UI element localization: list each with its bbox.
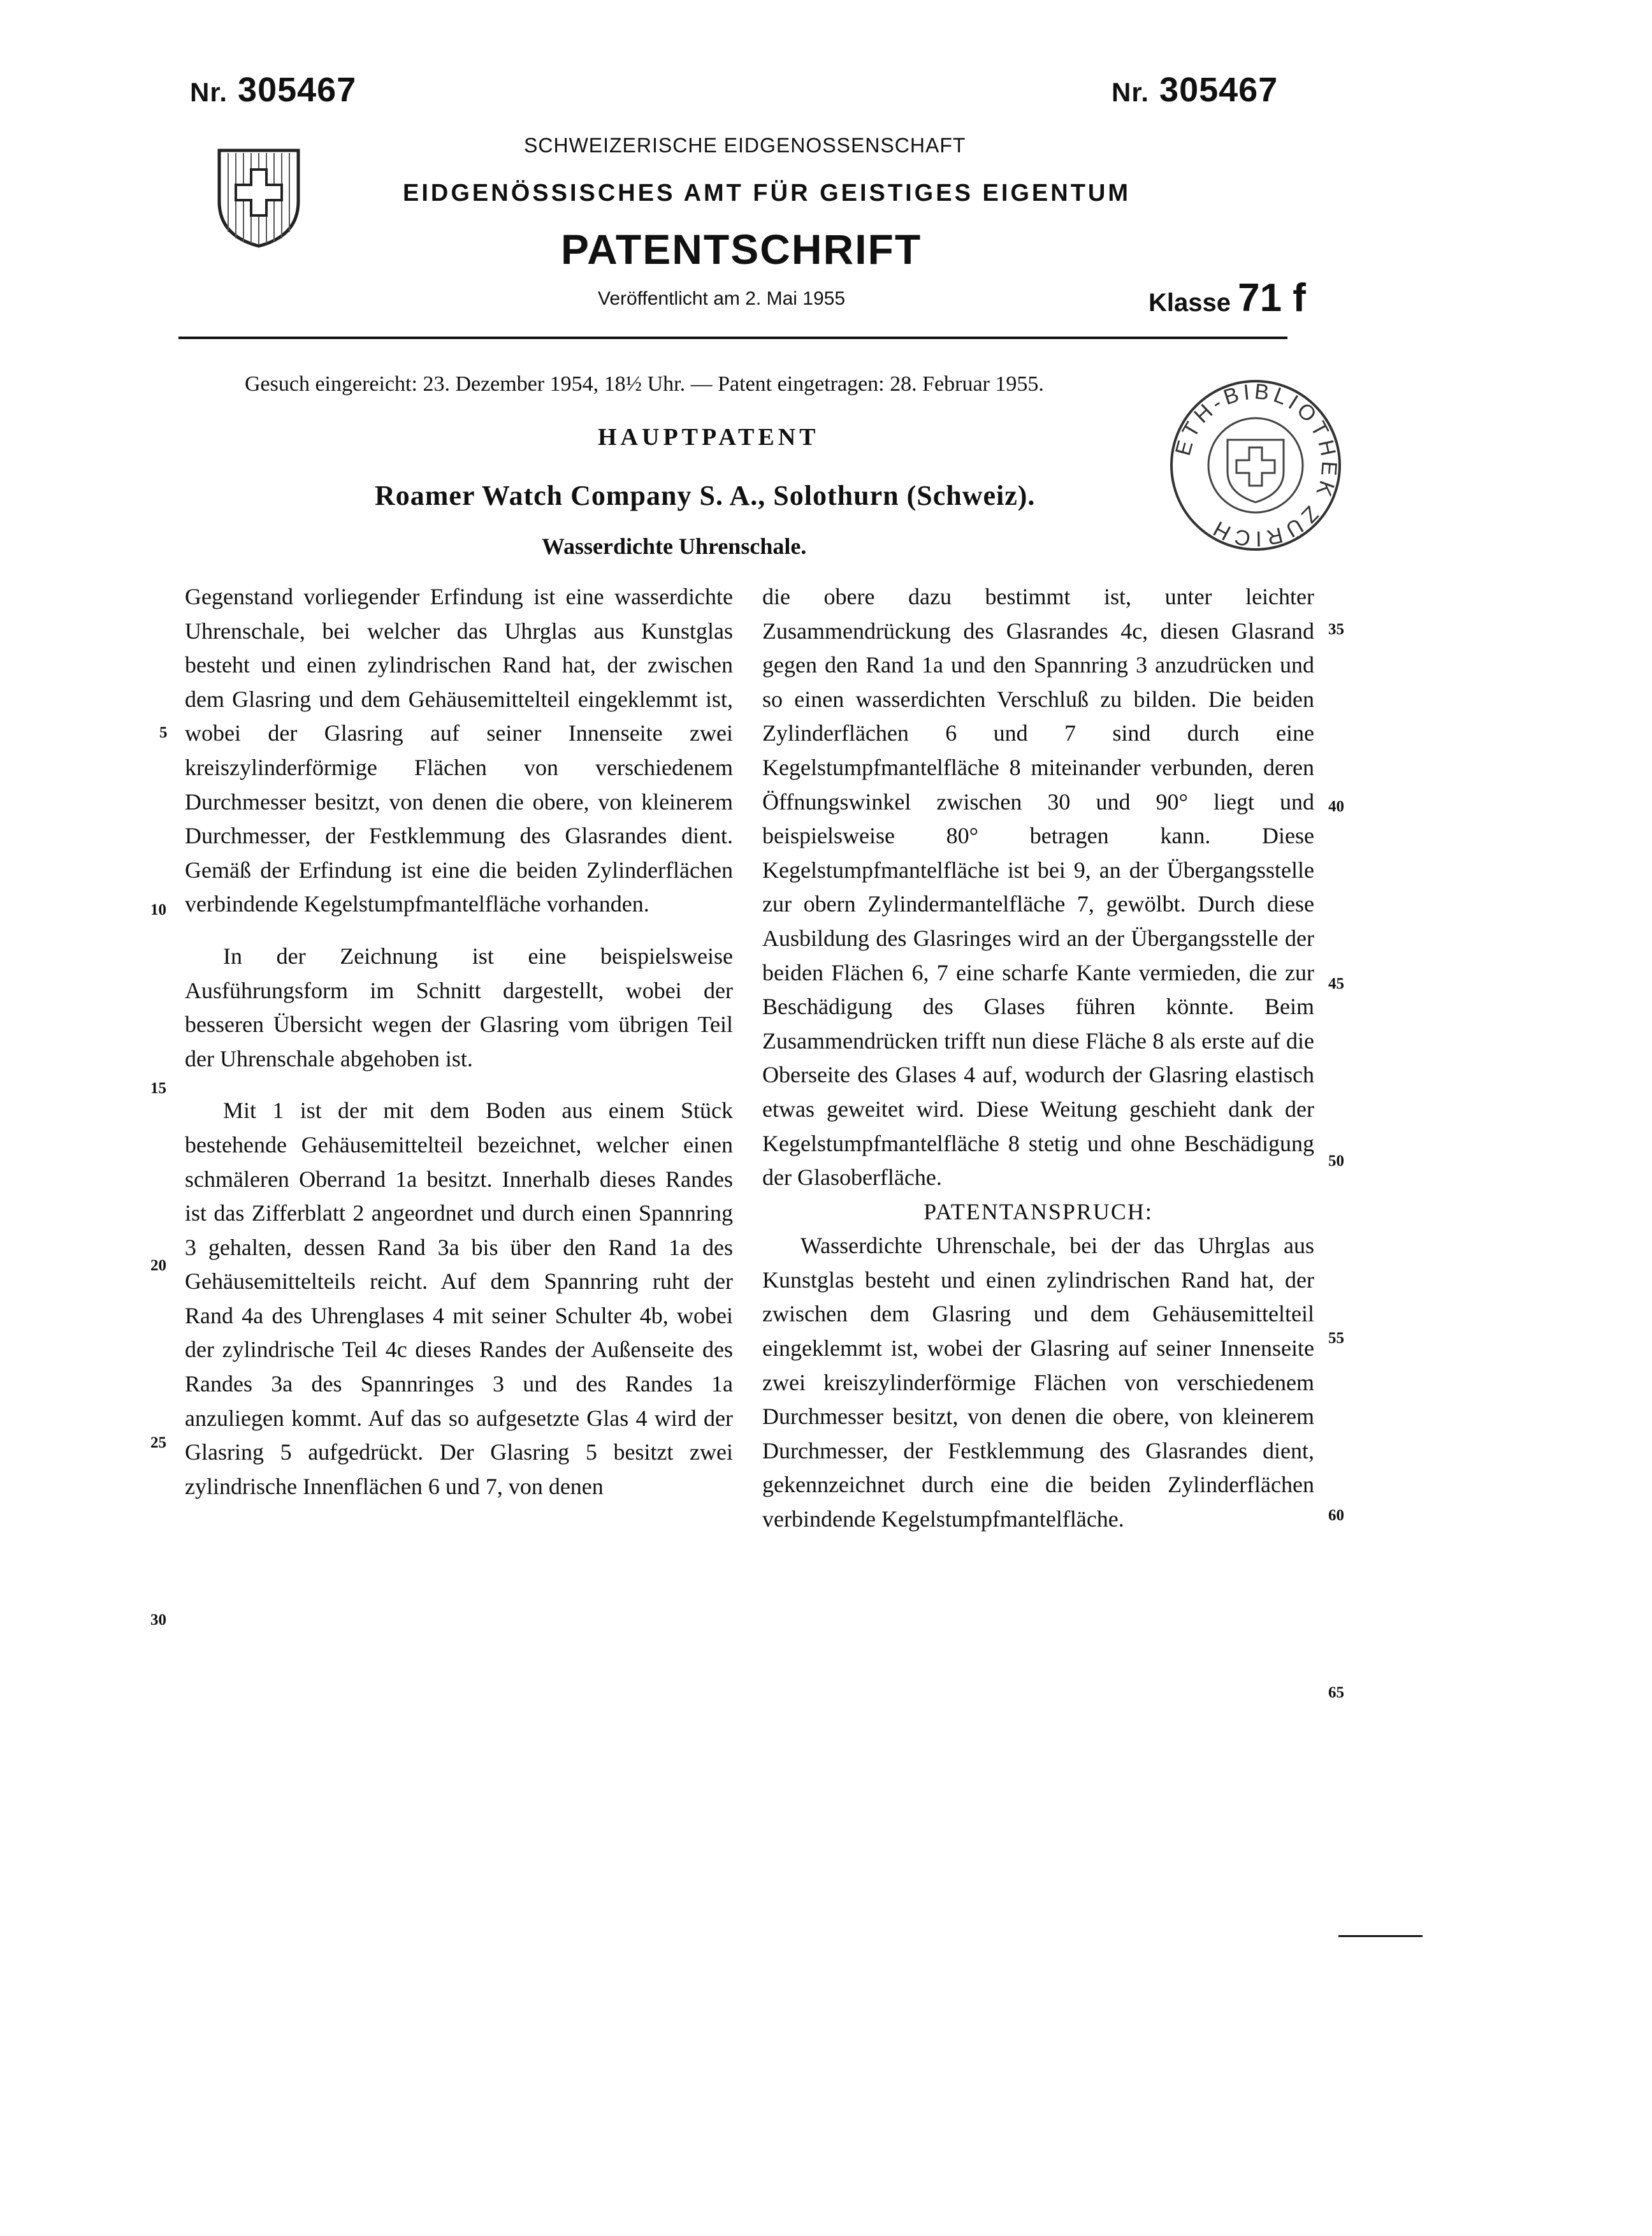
paragraph: In der Zeichnung ist eine beispielsweise Ausführungsform im Schnitt dargestellt, wobei der besseren Übersicht wegen der Glasring vom übrigen Teil der Uhrenschale abgehoben ist. [185, 943, 733, 1071]
stamp-text: ETH-BIBLIOTHEK ZÜRICH [1170, 379, 1342, 551]
swiss-coat-of-arms-icon [217, 148, 301, 249]
office-heading: EIDGENÖSSISCHES AMT FÜR GEISTIGES EIGENTUM [403, 180, 1131, 207]
assignee: Roamer Watch Company S. A., Solothurn (Schweiz). [375, 480, 1036, 511]
line-number: 40 [1328, 798, 1344, 815]
number-value: 305467 [1159, 71, 1279, 109]
line-number: 10 [150, 901, 166, 918]
line-number: 65 [1328, 1684, 1344, 1701]
paragraph: Gegenstand vorliegender Erfindung ist eine wasserdichte Uhrenschale, bei welcher das Uhrglas aus Kunstglas besteht und einen zylindrischen Rand hat, der zwischen dem Glasring und dem Gehäusemittelteil eingeklemmt ist, wobei der Glasring auf seiner Innenseite zwei kreiszylinderförmige Flächen von verschiedenem Durchmesser besitzt, von denen die obere, von kleinerem Durchmesser, der Festklemmung des Glasrandes dient. Gemäß der Erfindung ist eine die beiden Zylinderflächen verbindende Kegelstumpfmantelfläche vorhanden. [185, 584, 733, 917]
line-number: 45 [1328, 975, 1344, 992]
paragraph: die obere dazu bestimmt ist, unter leichter Zusammendrückung des Glasrandes 4c, diesen Glasrand gegen den Rand 1a und den Spannring 3 anzudrücken und so einen wasserdichten Verschluß zu bilden. Die beiden Zylinderflächen 6 und 7 sind durch eine Kegelstumpfmantelfläche 8 miteinander verbunden, deren Öffnungswinkel zwischen 30 und 90° liegt und beispielsweise 80° betragen kann. Diese Kegelstumpfmantelfläche ist bei 9, an der Übergangsstelle zur obern Zylindermantelfläche 7, gewölbt. Durch diese Ausbildung des Glasringes wird an der Übergangsstelle der beiden Flächen 6, 7 eine scharfe Kante vermieden, die zur Beschädigung des Glases führen könnte. Beim Zusammendrücken trifft nun diese Fläche 8 als erste auf die Oberseite des Glases 4 auf, wodurch der Glasring elastisch etwas geweitet wird. Diese Weitung geschieht dank der Kegelstumpfmantelfläche 8 stetig und ohne Beschädigung der Glasoberfläche. [762, 584, 1314, 1191]
invention-title: Wasserdichte Uhrenschale. [542, 534, 807, 559]
klasse-value: 71 f [1238, 276, 1306, 320]
publication-date: Veröffentlicht am 2. Mai 1955 [598, 288, 846, 309]
line-number: 55 [1328, 1330, 1344, 1347]
paragraph: Mit 1 ist der mit dem Boden aus einem Stück bestehende Gehäusemittelteil bezeichnet, welcher einen schmäleren Oberrand 1a besitzt. Innerhalb dieses Randes ist das Zifferblatt 2 angeordnet und durch einen Spannring 3 gehalten, dessen Rand 3a bis über den Rand 1a des Gehäusemittelteils reicht. Auf dem Spannring ruht der Rand 4a des Uhrenglases 4 mit seiner Schulter 4b, wobei der zylindrische Teil 4c dieses Randes der Außenseite des Randes 3a des Spannringes 3 und des Randes 1a anzuliegen kommt. Auf das so aufgesetzte Glas 4 wird der Glasring 5 aufgedrückt. Der Glasring 5 besitzt zwei zylindrische Innenflächen 6 und 7, von denen [185, 1098, 733, 1499]
right-column [762, 580, 1314, 1537]
line-number: 35 [1328, 621, 1344, 638]
claim-heading: PATENTANSPRUCH: [924, 1198, 1153, 1224]
line-number: 25 [150, 1434, 166, 1451]
patent-number-left [190, 70, 356, 110]
line-number: 20 [150, 1257, 166, 1274]
patent-class [1148, 275, 1306, 321]
line-number: 5 [159, 724, 168, 741]
claim-text: Wasserdichte Uhrenschale, bei der das Uhrglas aus Kunstglas besteht und einen zylindrischen Rand hat, der zwischen dem Glasring und dem Gehäusemittelteil eingeklemmt ist, wobei der Glasring auf seiner Innenseite zwei kreiszylinderförmige Flächen von verschiedenem Durchmesser besitzt, von denen die obere, von kleinerem Durchmesser, der Festklemmung des Glasrandes dient, gekennzeichnet durch eine die beiden Zylinderflächen verbindende Kegelstumpfmantelfläche. [762, 1233, 1314, 1532]
library-stamp [1166, 376, 1345, 555]
number-prefix: Nr. [190, 77, 228, 107]
filing-info: Gesuch eingereicht: 23. Dezember 1954, 18½ Uhr. — Patent eingetragen: 28. Februar 1955. [245, 372, 1044, 396]
confederation-heading: SCHWEIZERISCHE EIDGENOSSENSCHAFT [524, 134, 966, 157]
line-number: 30 [150, 1611, 166, 1629]
line-number: 60 [1328, 1507, 1344, 1524]
line-number: 15 [150, 1080, 166, 1097]
main-patent-label: HAUPTPATENT [598, 424, 820, 451]
line-number: 50 [1328, 1152, 1344, 1170]
number-value: 305467 [238, 71, 357, 109]
patent-number-right [1112, 70, 1278, 110]
document-type: PATENTSCHRIFT [561, 226, 922, 273]
klasse-label: Klasse [1148, 289, 1231, 317]
number-prefix: Nr. [1112, 77, 1150, 107]
stamp-cross-icon [1228, 440, 1284, 502]
end-rule [1338, 1935, 1423, 1937]
header-rule [178, 337, 1287, 339]
left-column [185, 580, 733, 1504]
